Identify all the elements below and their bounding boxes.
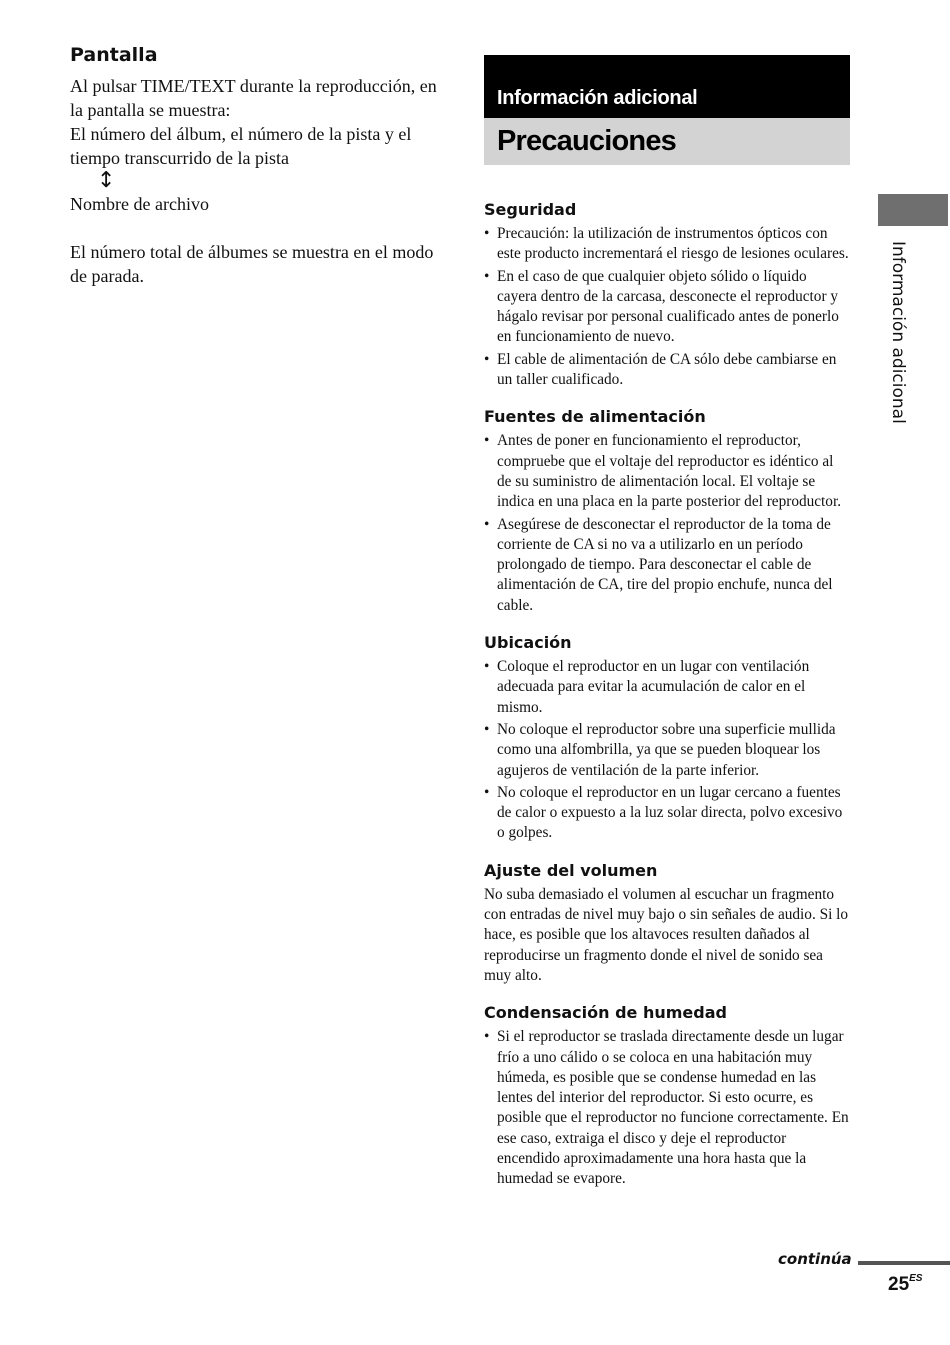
list-item: • Si el reproductor se traslada directamente desde un lugar frío a uno cálido o se coloca en una habitación muy húmeda, es posible que se condense humedad en las lentes del interior del reproductor. Si esto ocurre, es posible que el reproductor no funcione correctamente. En ese caso, extraiga el disco y deje el reproductor encendido aproximadamente una hora hasta que la humedad se evapore.: [484, 1027, 850, 1189]
page-title: Precauciones: [484, 118, 850, 165]
pantalla-intro: Al pulsar TIME/TEXT durante la reproducción, en la pantalla se muestra:: [70, 76, 437, 120]
section-ubicacion: [484, 633, 850, 844]
side-tab-label-container: [870, 241, 910, 461]
ubicacion-list: [484, 657, 850, 844]
list-item: • Asegúrese de desconectar el reproductor de la toma de corriente de CA si no va a utilizarlo en un período prolongado de tiempo. Para desconectar el cable de alimentación de CA, tire del propio enchufe, nunca del cable.: [484, 515, 850, 616]
list-item: • El cable de alimentación de CA sólo debe cambiarse en un taller cualificado.: [484, 350, 850, 391]
section-fuentes: [484, 407, 850, 616]
condensacion-heading: Condensación de humedad: [484, 1003, 727, 1023]
section-condensacion: [484, 1003, 850, 1189]
list-item: • Precaución: la utilización de instrumentos ópticos con este producto incrementará el riesgo de lesiones oculares.: [484, 224, 850, 265]
seguridad-list: [484, 224, 850, 390]
ubicacion-heading: Ubicación: [484, 633, 572, 653]
section-banner: Información adicional: [484, 55, 850, 118]
side-tab-marker: [878, 194, 948, 226]
fuentes-list: [484, 431, 850, 616]
list-item: • No coloque el reproductor en un lugar cercano a fuentes de calor o expuesto a la luz solar directa, polvo excesivo o golpes.: [484, 783, 850, 844]
left-column: [70, 44, 450, 288]
volumen-text: No suba demasiado el volumen al escuchar un fragmento con entradas de nivel muy bajo o sin señales de audio. Si lo hace, es posible que los altavoces resulten dañados al reproducirse un fragmento donde el nivel de sonido sea muy alto.: [484, 885, 849, 984]
volumen-heading: Ajuste del volumen: [484, 860, 658, 880]
list-item: • Antes de poner en funcionamiento el reproductor, compruebe que el voltaje del reproductor es idéntico al de su suministro de alimentación local. El voltaje se indica en una placa en la parte posterior del reproductor.: [484, 431, 850, 512]
side-tab-label: Información adicional: [888, 241, 908, 424]
page-number: [888, 1274, 922, 1296]
list-item: • En el caso de que cualquier objeto sólido o líquido cayera dentro de la carcasa, desconecte el reproductor y hágalo revisar por personal cualificado antes de ponerlo en funcionamiento de nuevo.: [484, 267, 850, 348]
continues-line: [858, 1261, 950, 1265]
up-down-arrow-icon: ↕: [97, 168, 116, 193]
right-column: [484, 55, 850, 1192]
page-number-value: 25: [888, 1274, 910, 1295]
list-item: • No coloque el reproductor sobre una superficie mullida como una alfombrilla, ya que se pueden bloquear los agujeros de ventilación de la parte inferior.: [484, 720, 850, 781]
list-item: • Coloque el reproductor en un lugar con ventilación adecuada para evitar la acumulación de calor en el mismo.: [484, 657, 850, 718]
section-seguridad: [484, 200, 850, 390]
condensacion-list: [484, 1027, 850, 1189]
section-volumen: [484, 861, 850, 986]
pantalla-heading: Pantalla: [70, 44, 158, 66]
continues-label: continúa: [778, 1250, 852, 1268]
pantalla-album-info: El número del álbum, el número de la pista y el tiempo transcurrido de la pista: [70, 124, 412, 168]
fuentes-heading: Fuentes de alimentación: [484, 407, 706, 427]
seguridad-heading: Seguridad: [484, 200, 577, 219]
pantalla-stop-mode: El número total de álbumes se muestra en el modo de parada.: [70, 242, 434, 286]
pantalla-filename: Nombre de archivo: [70, 194, 209, 214]
page-language-suffix: ES: [909, 1273, 923, 1284]
